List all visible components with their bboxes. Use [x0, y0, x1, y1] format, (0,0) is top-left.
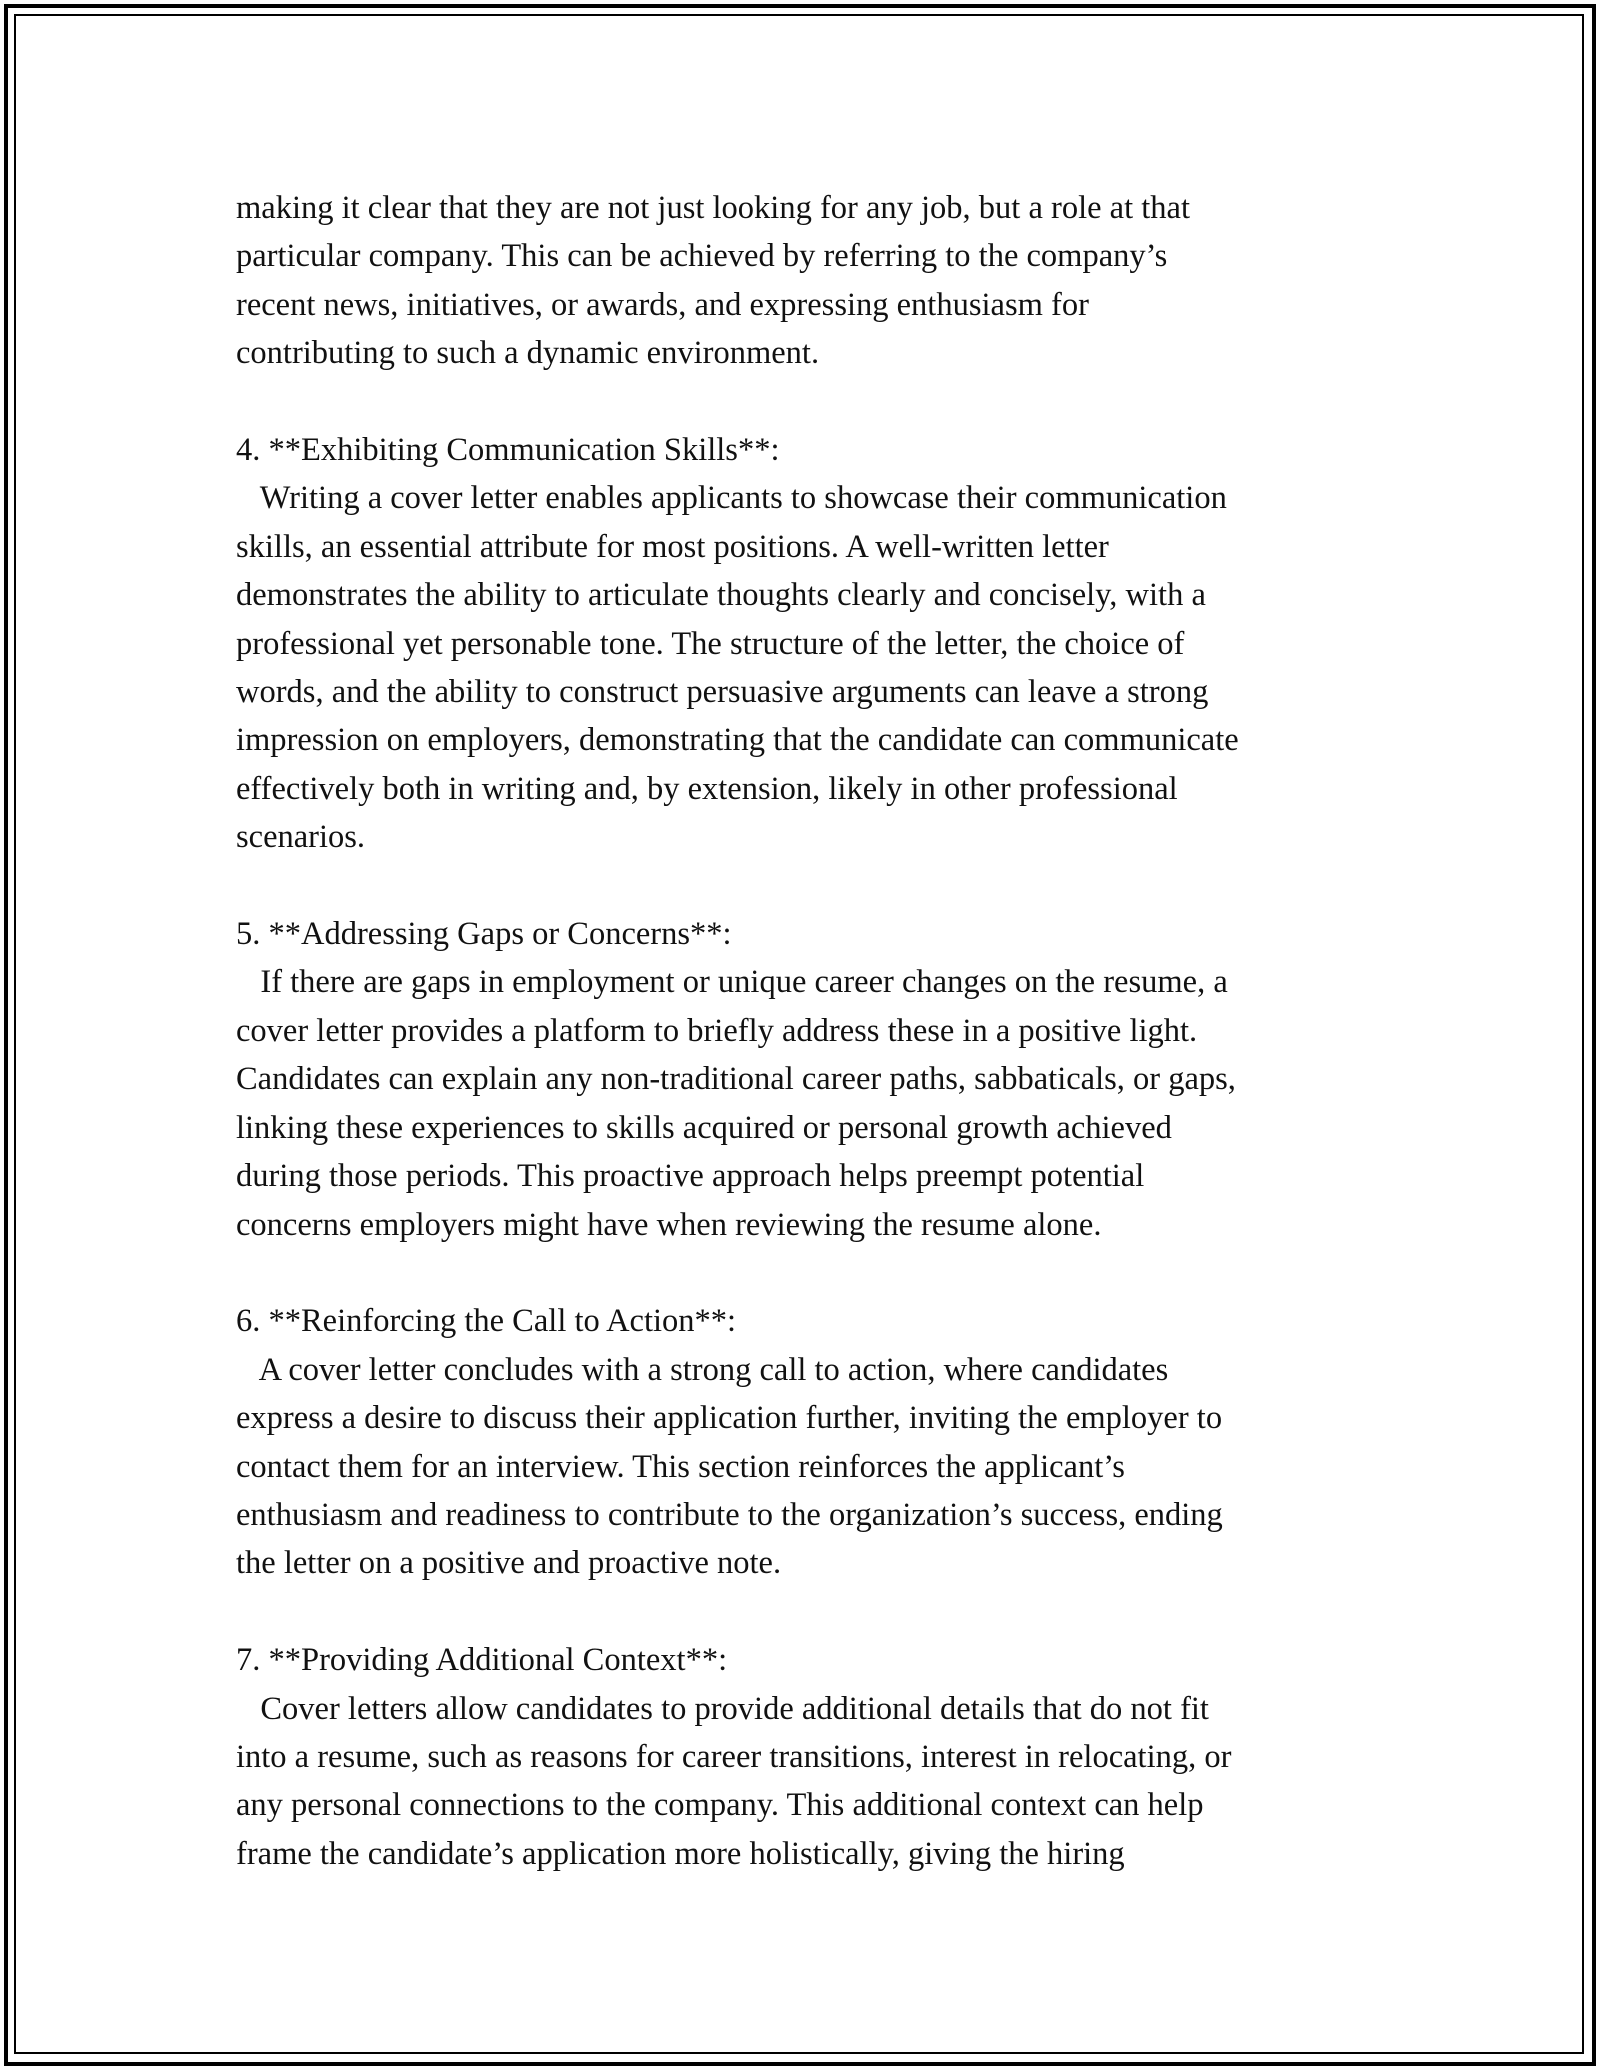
text-line: professional yet personable tone. The structure of the letter, the choice of	[236, 625, 1185, 662]
document-body	[236, 184, 1386, 1878]
section-heading: 5. **Addressing Gaps or Concerns**:	[236, 916, 732, 953]
text-line: the letter on a positive and proactive note.	[236, 1545, 782, 1582]
section-heading: 6. **Reinforcing the Call to Action**:	[236, 1303, 737, 1340]
text-line: frame the candidate’s application more holistically, giving the hiring	[236, 1835, 1125, 1872]
paragraph-spacer	[236, 1588, 1386, 1636]
text-line: Cover letters allow candidates to provide additional details that do not fit	[236, 1690, 1209, 1727]
text-line: making it clear that they are not just looking for any job, but a role at that	[236, 190, 1190, 226]
text-line: demonstrates the ability to articulate thoughts clearly and concisely, with a	[236, 577, 1206, 614]
text-line: linking these experiences to skills acquired or personal growth achieved	[236, 1109, 1172, 1146]
text-line: impression on employers, demonstrating that the candidate can communicate	[236, 722, 1239, 759]
text-line: enthusiasm and readiness to contribute to the organization’s success, ending	[236, 1496, 1223, 1533]
text-line: scenarios.	[236, 819, 366, 856]
text-line: cover letter provides a platform to briefly address these in a positive light.	[236, 1012, 1198, 1049]
text-line: recent news, initiatives, or awards, and expressing enthusiasm for	[236, 286, 1089, 323]
text-line: skills, an essential attribute for most positions. A well-written letter	[236, 528, 1109, 565]
text-line: contributing to such a dynamic environment.	[236, 335, 820, 372]
section-heading: 7. **Providing Additional Context**:	[236, 1642, 728, 1679]
text-line: effectively both in writing and, by extension, likely in other professional	[236, 770, 1178, 807]
text-line: any personal connections to the company. This additional context can help	[236, 1787, 1204, 1824]
text-line: contact them for an interview. This section reinforces the applicant’s	[236, 1448, 1125, 1485]
text-line: words, and the ability to construct persuasive arguments can leave a strong	[236, 674, 1209, 711]
text-line: Writing a cover letter enables applicants to showcase their communication	[236, 480, 1227, 517]
paragraph-spacer	[236, 378, 1386, 426]
text-line: A cover letter concludes with a strong call to action, where candidates	[236, 1351, 1169, 1388]
text-line: during those periods. This proactive approach helps preempt potential	[236, 1158, 1145, 1195]
text-line: Candidates can explain any non-traditional career paths, sabbaticals, or gaps,	[236, 1061, 1236, 1098]
paragraph-spacer	[236, 1249, 1386, 1297]
text-line: express a desire to discuss their application further, inviting the employer to	[236, 1400, 1223, 1437]
text-line: concerns employers might have when reviewing the resume alone.	[236, 1206, 1102, 1243]
text-line: into a resume, such as reasons for career transitions, interest in relocating, or	[236, 1738, 1232, 1775]
text-line: If there are gaps in employment or unique career changes on the resume, a	[236, 964, 1228, 1001]
paragraph-spacer	[236, 862, 1386, 910]
section-heading: 4. **Exhibiting Communication Skills**:	[236, 432, 780, 469]
text-line: particular company. This can be achieved by referring to the company’s	[236, 238, 1168, 275]
